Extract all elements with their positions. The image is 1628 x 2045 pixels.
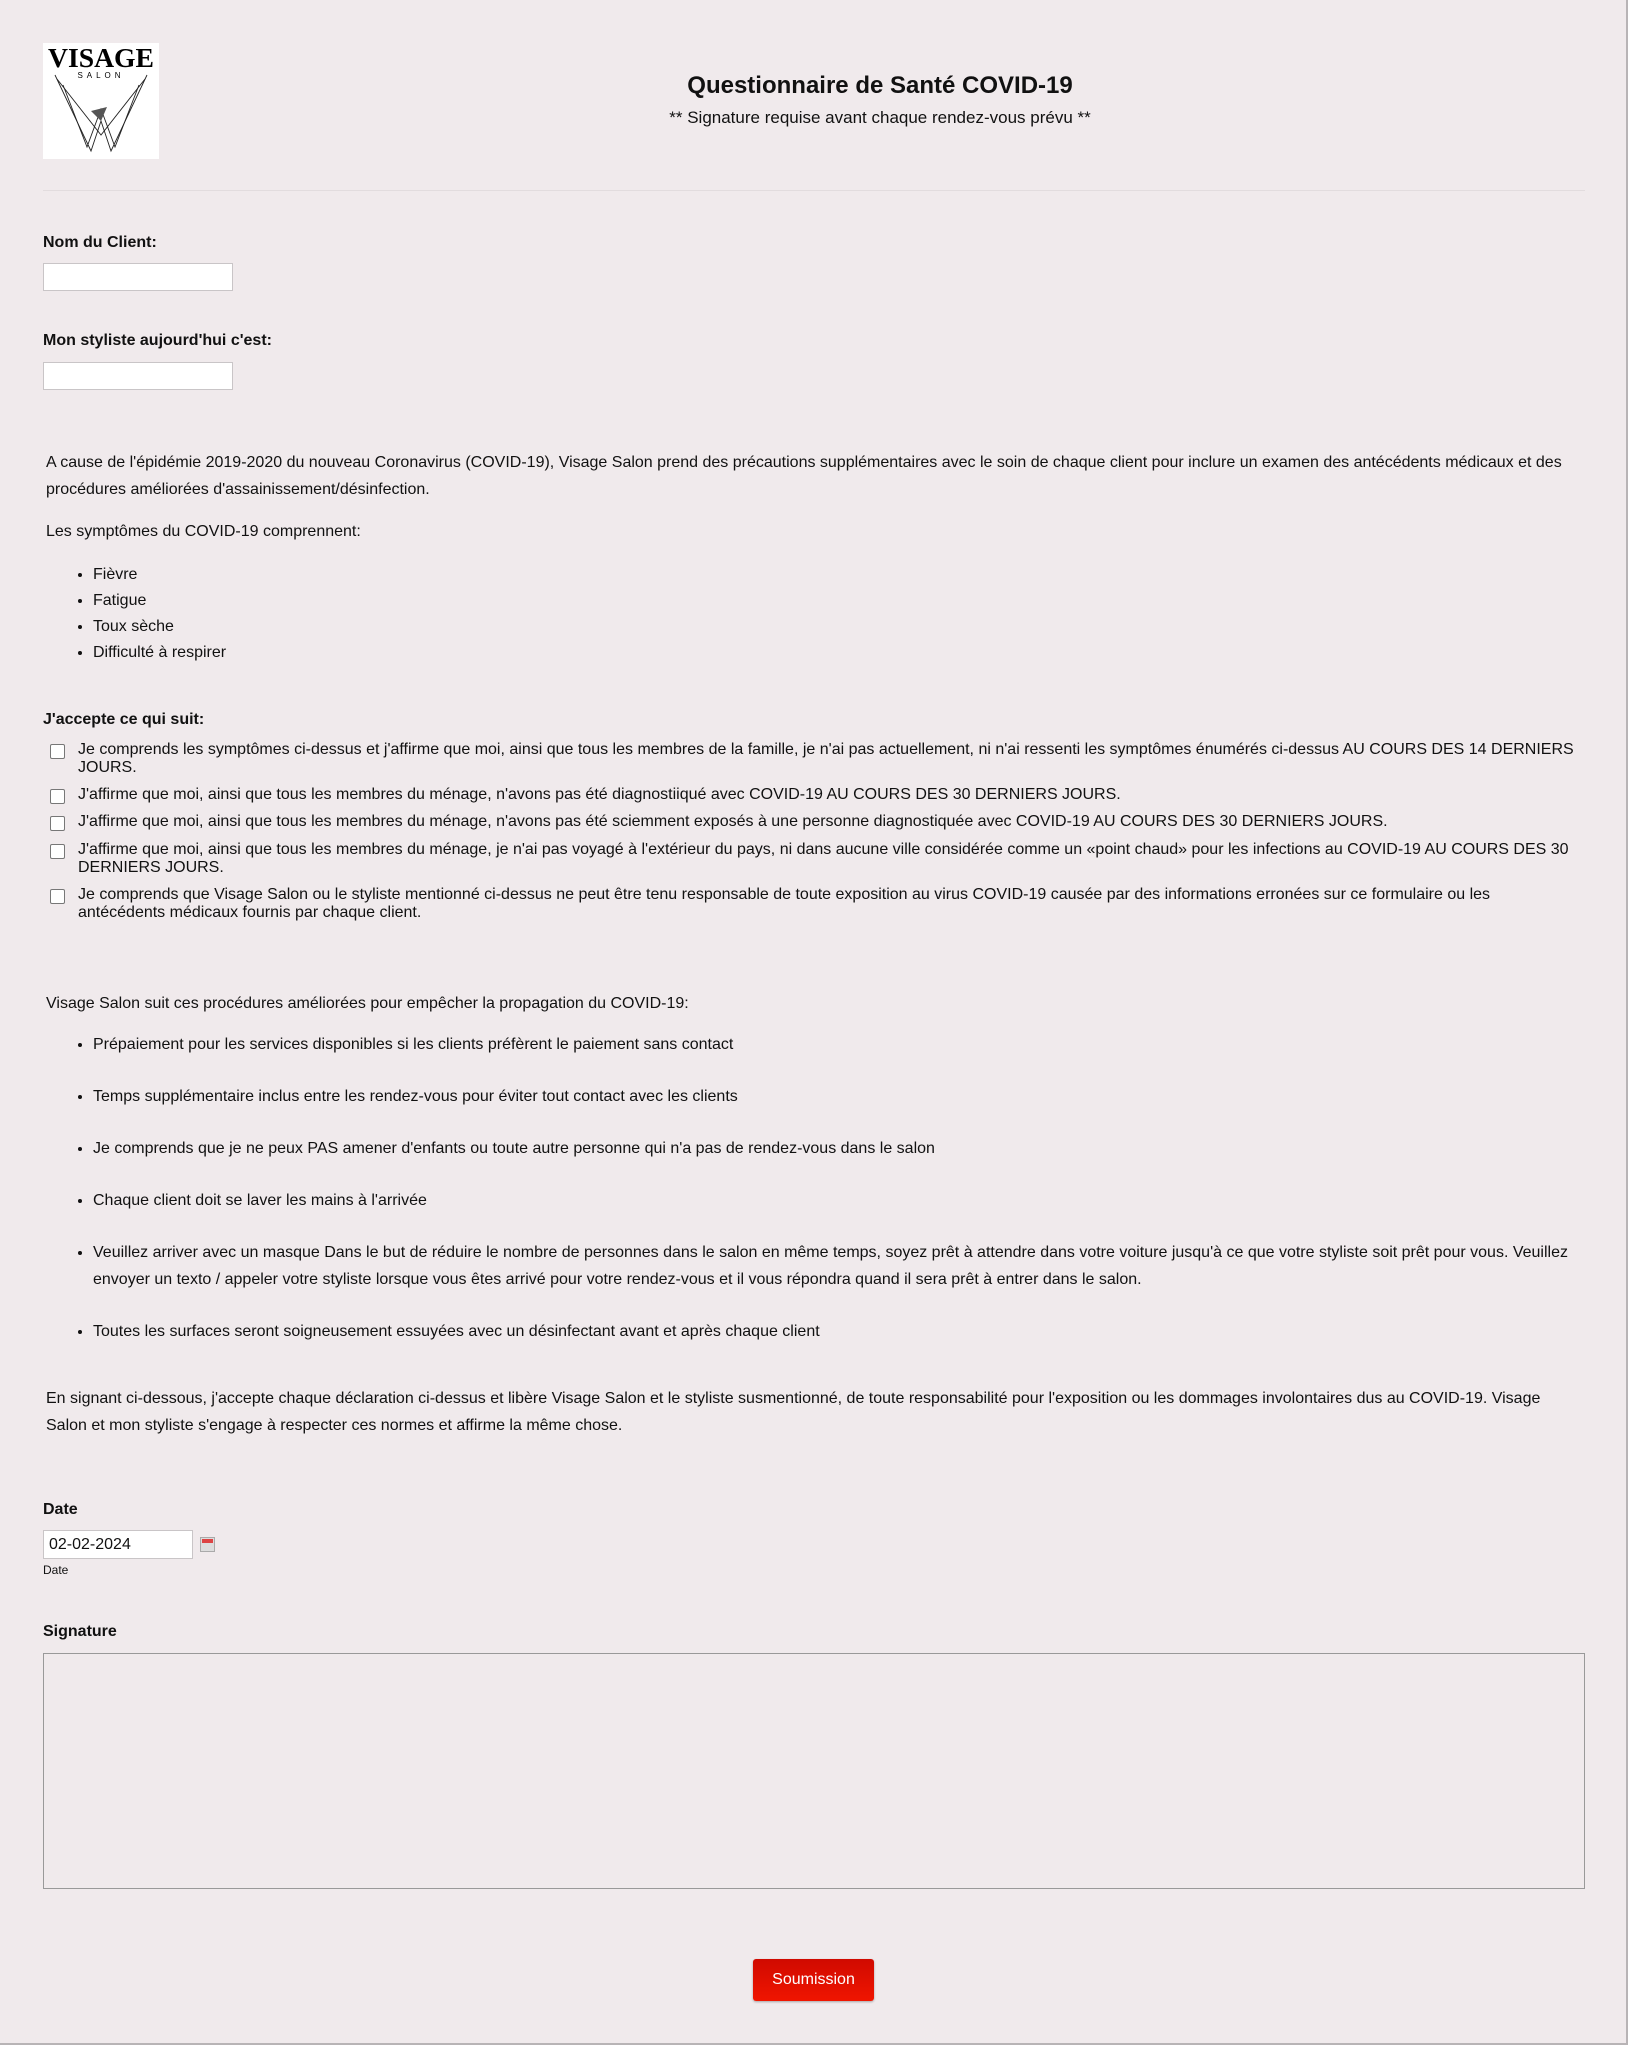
procedures-heading: Visage Salon suit ces procédures améliorées pour empêcher la propagation du COVID-19: — [46, 995, 689, 1012]
checkbox-label: J'affirme que moi, ainsi que tous les membres du ménage, n'avons pas été diagnostiiqué avec COVID-19 AU COURS DES 30 DERNIERS JOURS. — [78, 786, 1121, 803]
client-name-input[interactable] — [43, 263, 233, 291]
client-name-label: Nom du Client: — [43, 234, 157, 251]
date-input[interactable]: 02-02-2024 — [43, 1530, 193, 1559]
stylist-label: Mon styliste aujourd'hui c'est: — [43, 332, 272, 349]
symptom-item: • Fatigue — [93, 588, 226, 614]
stylist-input[interactable] — [43, 362, 233, 390]
symptom-item: • Difficulté à respirer — [93, 640, 226, 666]
intro-paragraph: A cause de l'épidémie 2019-2020 du nouveau Coronavirus (COVID-19), Visage Salon prend des précautions supplémentaires avec le soin de chaque client pour inclure un examen des antécédents médicaux et des procédures améliorées d'assainissement/désinfection. — [46, 454, 1562, 498]
procedure-item: • Je comprends que je ne peux PAS amener d'enfants ou toute autre personne qui n'a pas de rendez-vous dans le salon — [93, 1136, 1623, 1163]
procedure-item: • Chaque client doit se laver les mains à l'arrivée — [93, 1188, 1623, 1215]
procedure-item: • Prépaiement pour les services disponibles si les clients préfèrent le paiement sans contact — [93, 1032, 1623, 1059]
checkbox-label: Je comprends les symptômes ci-dessus et j'affirme que moi, ainsi que tous les membres de la famille, je n'ai pas actuellement, ni n'ai ressenti les symptômes énumérés ci-dessus AU COURS DES 14 DERNIERS JOURS. — [78, 741, 1574, 776]
header-divider — [43, 190, 1585, 191]
page-subtitle: ** Signature requise avant chaque rendez-vous prévu ** — [669, 108, 1091, 127]
agreement-checkbox-5[interactable] — [50, 886, 1580, 922]
svg-text:VISAGE: VISAGE — [48, 43, 154, 73]
checkbox-label: Je comprends que Visage Salon ou le styliste mentionné ci-dessus ne peut être tenu responsable de toute exposition au virus COVID-19 causée par des informations erronées sur ce formulaire ou les antécédents médicaux fournis par chaque client. — [78, 886, 1491, 921]
svg-text:SALON: SALON — [77, 71, 125, 80]
calendar-icon[interactable] — [200, 1537, 215, 1552]
procedures-list — [46, 1032, 1623, 1345]
closing-paragraph: En signant ci-dessous, j'accepte chaque déclaration ci-dessus et libère Visage Salon et le styliste susmentionné, de toute responsabilité pour l'exposition ou les dommages involontaires dus au COVID-19. Visage Salon et mon styliste s'engage à respecter ces normes et affirme la même chose. — [46, 1390, 1541, 1434]
symptom-item: • Toux sèche — [93, 614, 226, 640]
agreement-label: J'accepte ce qui suit: — [43, 711, 205, 728]
agreement-checkbox-4[interactable] — [50, 841, 1580, 877]
agreement-checkbox-3[interactable] — [50, 813, 1580, 831]
page-title: Questionnaire de Santé COVID-19 — [687, 72, 1073, 99]
checkbox[interactable] — [50, 844, 65, 859]
checkbox[interactable] — [50, 744, 65, 759]
visage-salon-logo — [43, 43, 159, 159]
agreement-checkbox-2[interactable] — [50, 786, 1580, 804]
symptom-item: • Fièvre — [93, 562, 226, 588]
symptoms-heading: Les symptômes du COVID-19 comprennent: — [46, 523, 361, 540]
date-label: Date — [43, 1501, 78, 1518]
symptoms-list — [46, 562, 226, 666]
procedure-item: • Veuillez arriver avec un masque Dans le but de réduire le nombre de personnes dans le salon en même temps, soyez prêt à attendre dans votre voiture jusqu'à ce que votre styliste soit prêt pour vous. Veuillez envoyer un texto / appeler votre styliste lorsque vous êtes arrivé pour votre rendez-vous et il vous répondra quand il sera prêt à entrer dans le salon. — [93, 1240, 1623, 1293]
checkbox[interactable] — [50, 816, 65, 831]
procedure-item: • Toutes les surfaces seront soigneusement essuyées avec un désinfectant avant et après chaque client — [93, 1319, 1623, 1346]
procedure-item: • Temps supplémentaire inclus entre les rendez-vous pour éviter tout contact avec les clients — [93, 1084, 1623, 1111]
agreement-checkbox-1[interactable] — [50, 741, 1580, 777]
date-sublabel: Date — [43, 1563, 69, 1577]
checkbox[interactable] — [50, 889, 65, 904]
submit-button[interactable]: Soumission — [753, 1959, 874, 2001]
checkbox[interactable] — [50, 789, 65, 804]
checkbox-label: J'affirme que moi, ainsi que tous les membres du ménage, je n'ai pas voyagé à l'extérieur du pays, ni dans aucune ville considérée comme un «point chaud» pour les infections au COVID-19 AU COURS DES 30 DERNIERS JOURS. — [78, 841, 1569, 876]
signature-pad[interactable] — [43, 1653, 1585, 1889]
signature-label: Signature — [43, 1623, 117, 1640]
checkbox-label: J'affirme que moi, ainsi que tous les membres du ménage, n'avons pas été sciemment exposés à une personne diagnostiquée avec COVID-19 AU COURS DES 30 DERNIERS JOURS. — [78, 813, 1388, 830]
